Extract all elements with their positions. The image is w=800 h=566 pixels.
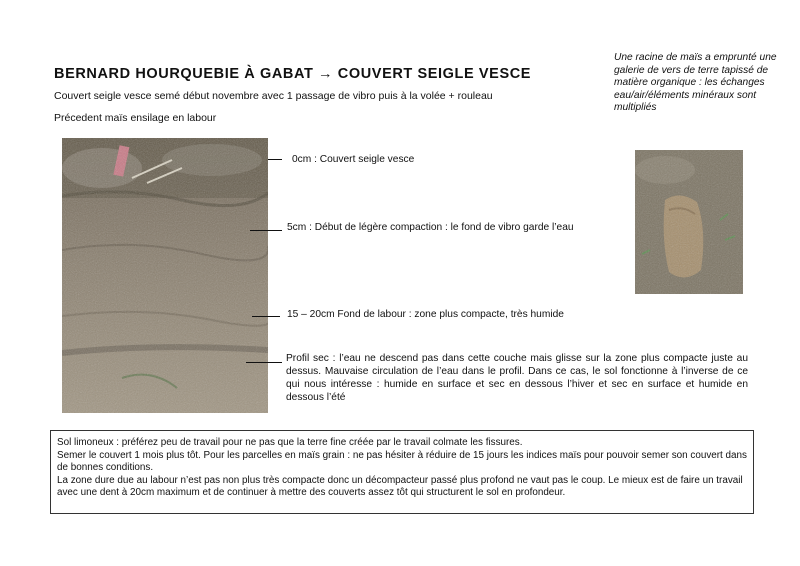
page-title: BERNARD HOURQUEBIE À GABAT → COUVERT SEIGLE VESCE	[54, 66, 532, 82]
label-dry-profile: Profil sec : l’eau ne descend pas dans cette couche mais glisse sur la zone plus compacte juste au dessus. Mauvaise circulation de l’eau dans le profil. Dans ce cas, le sol fonctionne à l’inverse de ce qui nous intéresse : humide en surface et sec en dessous l’hiver et sec en surface et humide en dessous l’été	[286, 353, 748, 403]
leader-5cm	[250, 230, 282, 231]
leader-dry-profile	[246, 362, 282, 363]
label-5cm: 5cm : Début de légère compaction : le fond de vibro garde l’eau	[287, 222, 574, 233]
intro-line-previous-crop: Précedent maïs ensilage en labour	[54, 112, 217, 124]
intro-line-cover: Couvert seigle vesce semé début novembre avec 1 passage de vibro puis à la volée + rouleau	[54, 90, 493, 102]
root-gallery-photo	[635, 150, 743, 294]
soil-profile-photo	[62, 138, 268, 413]
label-15-20cm: 15 – 20cm Fond de labour : zone plus compacte, très humide	[287, 309, 564, 320]
conclusion-box	[50, 430, 754, 514]
conclusion-sow-earlier: Semer le couvert 1 mois plus tôt. Pour les parcelles en maïs grain : ne pas hésiter à réduire de 15 jours les indices maïs pour pouvoir semer son couvert dans de bonnes conditions.	[57, 449, 747, 474]
label-0cm: 0cm : Couvert seigle vesce	[292, 154, 415, 165]
conclusion-hard-zone: La zone dure due au labour n’est pas non plus très compacte donc un décompacteur passé plus profond ne vaut pas le coup. Le mieux est de faire un travail avec une dent à 20cm maximum et de continuer à mettre des couverts assez tôt qui structurent le sol en profondeur.	[57, 474, 743, 499]
conclusion-silty-soil: Sol limoneux : préférez peu de travail pour ne pas que la terre fine créée par le travail colmate les fissures.	[57, 437, 523, 448]
side-note: Une racine de maïs a emprunté une galerie de vers de terre tapissé de matière organique : les échanges eau/air/éléments minéraux sont multipliés	[614, 52, 777, 113]
leader-15cm	[252, 316, 280, 317]
leader-0cm	[268, 159, 282, 160]
